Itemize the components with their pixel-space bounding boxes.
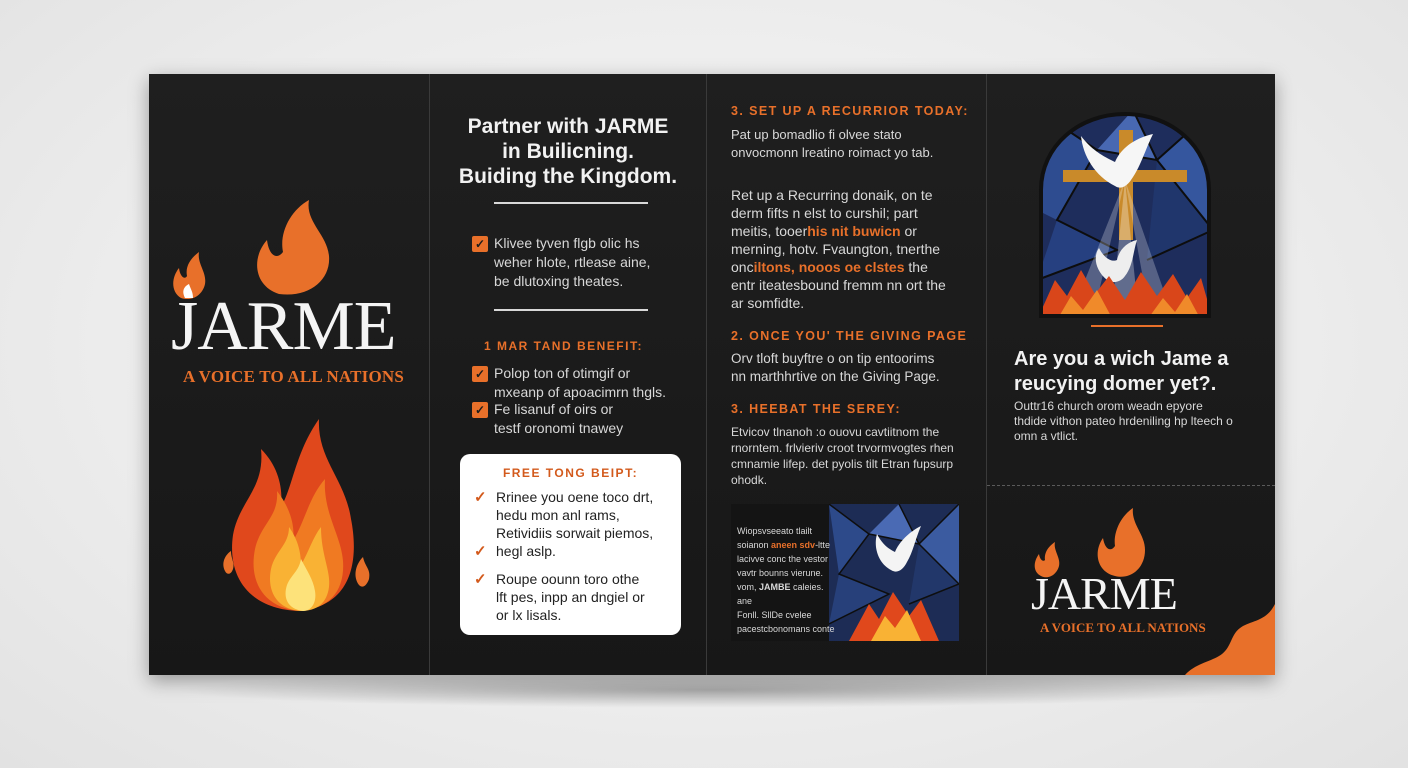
trifold-brochure — [149, 74, 1275, 675]
para-line: onciltons, nooos oe clstes the — [731, 259, 928, 275]
card-item — [474, 524, 653, 560]
giving-steps-panel — [707, 74, 986, 675]
step-body — [731, 424, 976, 488]
benefit-line: mxeanp of apoacimrn thgls. — [494, 384, 666, 400]
back-panel — [987, 74, 1275, 675]
intro-line: Klivee tyven flgb olic hs — [494, 235, 640, 251]
para-line: entr iteatesbound fremm nn ort the — [731, 277, 946, 293]
checkmark-icon: ✓ — [474, 571, 487, 588]
question-line: reucying domer yet?. — [1014, 373, 1217, 395]
checkbox-icon: ✓ — [472, 236, 488, 252]
step-heading: 3. HEEBAT THE SEREY: — [731, 402, 901, 416]
para-line: ar somfidte. — [731, 295, 805, 311]
intro-item — [472, 234, 650, 291]
dashed-divider — [987, 485, 1275, 486]
step-body — [731, 350, 971, 386]
card-line: lft pes, inpp an dngiel or — [496, 589, 645, 605]
checkbox-icon: ✓ — [472, 366, 488, 382]
para-line: derm fifts n elst to curshil; part — [731, 205, 918, 221]
fire-illustration — [209, 409, 389, 614]
step-line: rnorntem. frlvieriv croot trvormvogtes rhen — [731, 441, 954, 455]
highlight-text: iltons, nooos oe clstes — [753, 259, 905, 275]
caption-line: soianon aneen sdv-ltte — [737, 540, 831, 550]
question-body — [1014, 399, 1254, 444]
caption-line: lacivve conc the vestor — [737, 554, 829, 564]
card-line: Rrinee you oene toco drt, — [496, 489, 654, 505]
caption-line: vavtr bounns vierune. — [737, 568, 824, 578]
card-line: or lx lisals. — [496, 607, 562, 623]
question-heading — [1014, 347, 1264, 397]
accent-divider — [1091, 325, 1163, 327]
card-title: FREE TONG BEIPT: — [502, 466, 639, 480]
para-line: Ret up a Recurring donaik, on te — [731, 187, 933, 203]
card-line: Retividiis sorwait piemos, — [496, 525, 654, 541]
card-line: Roupe oounn toro othe — [496, 571, 640, 587]
logo-wordmark: JARME — [1031, 568, 1177, 619]
checkmark-icon: ✓ — [474, 543, 487, 560]
step-heading: 2. ONCE YOU' THE GIVING PAGE — [731, 329, 968, 343]
step-body — [731, 126, 971, 162]
benefit-line: testf oronomi tnawey — [494, 420, 624, 436]
para-line: meitis, tooerhis nit buwicn or — [731, 223, 917, 239]
step-line: Etvicov tlnanoh :o ouovu cavtiitnom the — [731, 425, 940, 439]
caption-line: Wiopsvseeato tlailt — [737, 526, 813, 536]
corner-accent — [1185, 604, 1275, 675]
headline-line: in Builicning. — [502, 140, 634, 163]
question-line: Are you a wich Jame a — [1014, 348, 1229, 370]
card-line: hegl aslp. — [496, 543, 556, 559]
card-line: hedu mon anl rams, — [496, 507, 620, 523]
para-line: merning, hotv. Fvaungton, tnerthe — [731, 241, 941, 257]
benefit-item — [472, 364, 666, 402]
caption-line: vom, JAMBE caleies. ane — [737, 582, 824, 606]
highlight-text: JAMBE — [759, 582, 791, 592]
logo-tagline: A VOICE TO ALL NATIONS — [1040, 620, 1206, 635]
inset-image-box — [731, 504, 959, 641]
card-item — [474, 488, 653, 524]
benefit-item — [472, 400, 623, 438]
headline-line: Buiding the Kingdom. — [458, 165, 678, 188]
stained-glass-illustration — [1037, 110, 1213, 320]
caption-line: pacestcbonomans conte — [737, 624, 835, 634]
partner-panel — [430, 74, 706, 675]
body-line: omn a vtlict. — [1014, 429, 1079, 443]
stained-glass-illustration — [829, 504, 959, 641]
checkmark-icon: ✓ — [474, 489, 487, 506]
step-line: Orv tloft buyftre o on tip entoorims — [731, 351, 935, 366]
panel-headline — [440, 114, 696, 189]
cover-panel — [149, 74, 429, 675]
drop-shadow — [170, 672, 1250, 708]
benefit-line: Polop ton of otimgif or — [494, 365, 631, 381]
step-line: nn marthhrtive on the Giving Page. — [731, 369, 940, 384]
checkbox-icon: ✓ — [472, 402, 488, 418]
recurring-paragraph — [731, 186, 971, 312]
section-heading: 1 MAR TAND BENEFIT: — [484, 339, 643, 353]
benefit-line: Fe lisanuf of oirs or — [494, 401, 614, 417]
divider — [494, 309, 648, 311]
divider — [494, 202, 648, 204]
inset-caption — [737, 524, 837, 636]
highlight-text: aneen sdv — [771, 540, 816, 550]
step-line: Pat up bomadlio fi olvee stato — [731, 127, 902, 142]
body-line: thdide vithon pateo hrdeniling hp lteech o — [1014, 414, 1233, 428]
headline-line: Partner with JARME — [467, 115, 669, 138]
logo-tagline: A VOICE TO ALL NATIONS — [183, 367, 405, 386]
step-heading: 3. SET UP A RECURRIOR TODAY: — [731, 104, 969, 118]
intro-line: be dlutoxing theates. — [494, 273, 624, 289]
highlight-text: his nit buwicn — [807, 223, 901, 239]
step-line: cmnamie lifep. det pyolis tilt Etran fupsurp ohodk. — [731, 457, 954, 487]
card-item — [474, 570, 645, 624]
logo-wordmark: JARME — [171, 288, 396, 365]
body-line: Outtr16 church orom weadn epyore — [1014, 399, 1203, 413]
step-line: onvocmonn lreatino roimact yo tab. — [731, 145, 934, 160]
caption-line: Fonll. SllDe cvelee — [737, 610, 812, 620]
intro-line: weher hlote, rtlease aine, — [494, 254, 651, 270]
benefit-card — [460, 454, 681, 635]
